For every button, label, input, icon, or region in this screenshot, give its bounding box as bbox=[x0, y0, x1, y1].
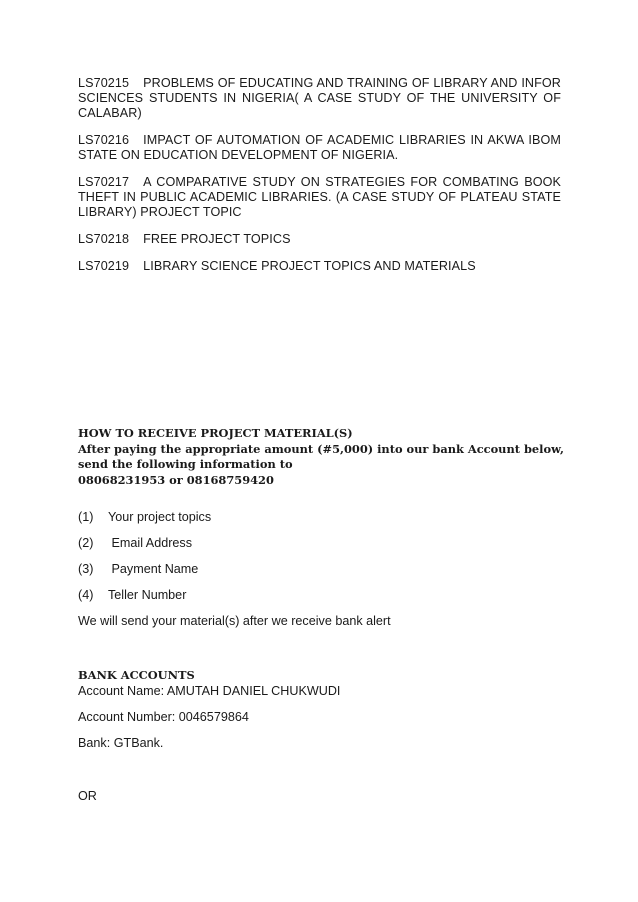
topic-item bbox=[78, 76, 561, 121]
topic-code: LS70219 bbox=[78, 259, 130, 273]
topic-item bbox=[78, 259, 561, 274]
topic-item bbox=[78, 175, 561, 220]
account-number: Account Number: 0046579864 bbox=[78, 709, 249, 724]
contact-phones: 08068231953 or 08168759420 bbox=[78, 472, 274, 487]
topic-title: IMPACT OF AUTOMATION OF ACADEMIC LIBRARIES IN AKWA IBOM STATE ON EDUCATION DEVELOPMENT OF NIGERIA. bbox=[78, 133, 561, 162]
list-text: Teller Number bbox=[108, 588, 187, 602]
required-info-list bbox=[78, 510, 558, 629]
topic-code: LS70218 bbox=[78, 232, 130, 246]
topic-item bbox=[78, 232, 561, 247]
list-item bbox=[78, 510, 558, 525]
how-to-receive-section bbox=[78, 426, 568, 488]
or-separator: OR bbox=[78, 789, 97, 803]
topic-title: A COMPARATIVE STUDY ON STRATEGIES FOR COMBATING BOOK THEFT IN PUBLIC ACADEMIC LIBRARIES. (A CASE STUDY OF PLATEAU STATE LIBRARY) PROJECT TOPIC bbox=[78, 175, 561, 219]
bank-accounts-section bbox=[78, 668, 558, 762]
bank-name: Bank: GTBank. bbox=[78, 735, 164, 750]
list-number: (4) bbox=[78, 588, 94, 602]
list-number: (1) bbox=[78, 510, 94, 524]
list-number: (2) bbox=[78, 536, 94, 550]
topic-code: LS70216 bbox=[78, 133, 130, 147]
topic-item bbox=[78, 133, 561, 163]
topic-title: PROBLEMS OF EDUCATING AND TRAINING OF LIBRARY AND INFOR SCIENCES STUDENTS IN NIGERIA( A CASE STUDY OF THE UNIVERSITY OF CALABAR) bbox=[78, 76, 561, 120]
list-item bbox=[78, 562, 558, 577]
account-name: Account Name: AMUTAH DANIEL CHUKWUDI bbox=[78, 683, 341, 698]
topic-title: LIBRARY SCIENCE PROJECT TOPICS AND MATERIALS bbox=[143, 259, 476, 273]
bank-heading: BANK ACCOUNTS bbox=[78, 668, 195, 682]
delivery-note: We will send your material(s) after we receive bank alert bbox=[78, 614, 391, 628]
list-text: Payment Name bbox=[111, 562, 199, 576]
topic-code: LS70215 bbox=[78, 76, 130, 90]
how-heading: HOW TO RECEIVE PROJECT MATERIAL(S) bbox=[78, 426, 353, 440]
topic-title: FREE PROJECT TOPICS bbox=[143, 232, 291, 246]
topic-code: LS70217 bbox=[78, 175, 130, 189]
list-item bbox=[78, 588, 558, 603]
list-text: Email Address bbox=[111, 536, 192, 550]
list-number: (3) bbox=[78, 562, 94, 576]
list-item bbox=[78, 536, 558, 551]
topic-list bbox=[78, 76, 561, 286]
payment-instruction: After paying the appropriate amount (#5,000) into our bank Account below, send the following information to bbox=[78, 441, 564, 471]
list-text: Your project topics bbox=[108, 510, 212, 524]
